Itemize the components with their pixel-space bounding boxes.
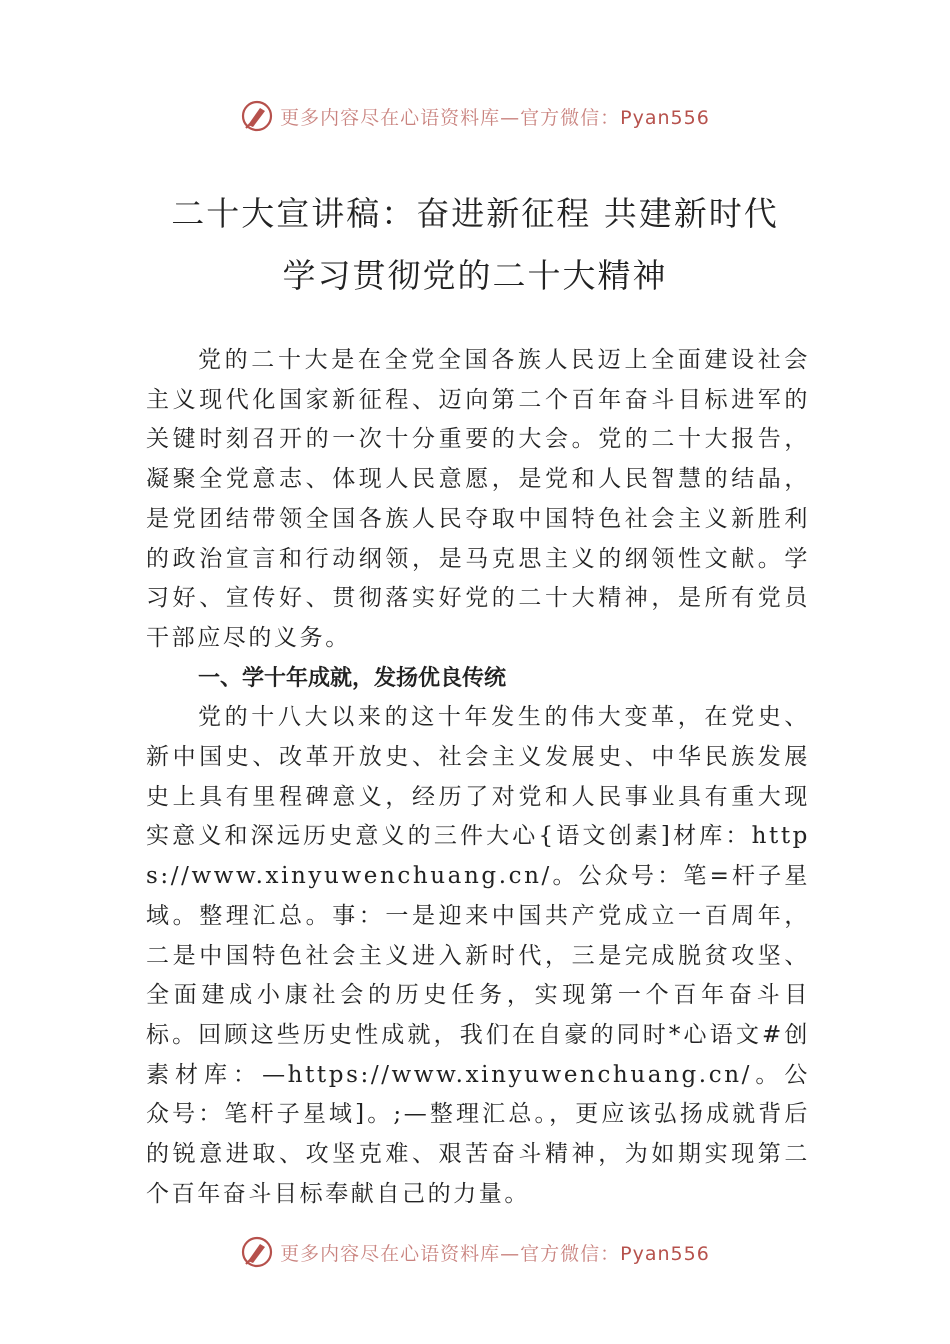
section-heading-1: 一、学十年成就，发扬优良传统 (198, 665, 507, 691)
document-title-line-2: 学习贯彻党的二十大精神 (282, 256, 668, 295)
pen-nib-logo-icon (240, 99, 274, 133)
pen-nib-logo-icon (240, 1235, 274, 1269)
banner-text: 更多内容尽在心语资料库—官方微信：Pyan556 (280, 106, 710, 129)
footer-watermark-banner (0, 1232, 950, 1272)
banner-text: 更多内容尽在心语资料库—官方微信：Pyan556 (280, 1242, 710, 1265)
paragraph-2: 党的十八大以来的这十年发生的伟大变革，在党史、新中国史、改革开放史、社会主义发展史、中华民族发展史上具有里程碑意义，经历了对党和人民事业具有重大现实意义和深远历史意义的三件大心{语文创素]材库：https://www.xinyuwenchuang.cn/。公众号：笔=杆子星域。整理汇总。事：一是迎来中国共产党成立一百周年，二是中国特色社会主义进入新时代，三是完成脱贫攻坚、全面建成小康社会的历史任务，实现第一个百年奋斗目标。回顾这些历史性成就，我们在自豪的同时*心语文#创素材库：—https://www.xinyuwenchuang.cn/。公众号：笔杆子星域]。;—整理汇总。，更应该弘扬成就背后的锐意进取、攻坚克难、艰苦奋斗精神，为如期实现第二个百年奋斗目标奉献自己的力量。 (146, 704, 810, 1207)
document-body (146, 341, 810, 1214)
header-watermark-banner (0, 96, 950, 136)
banner-account: Pyan556 (620, 106, 710, 129)
banner-account: Pyan556 (620, 1242, 710, 1265)
document-title-line-1: 二十大宣讲稿：奋进新征程 共建新时代 (171, 194, 779, 233)
paragraph-1: 党的二十大是在全党全国各族人民迈上全面建设社会主义现代化国家新征程、迈向第二个百年奋斗目标进军的关键时刻召开的一次十分重要的大会。党的二十大报告，凝聚全党意志、体现人民意愿，是党和人民智慧的结晶，是党团结带领全国各族人民夺取中国特色社会主义新胜利的政治宣言和行动纲领，是马克思主义的纲领性文献。学习好、宣传好、贯彻落实好党的二十大精神，是所有党员干部应尽的义务。 (146, 347, 810, 651)
